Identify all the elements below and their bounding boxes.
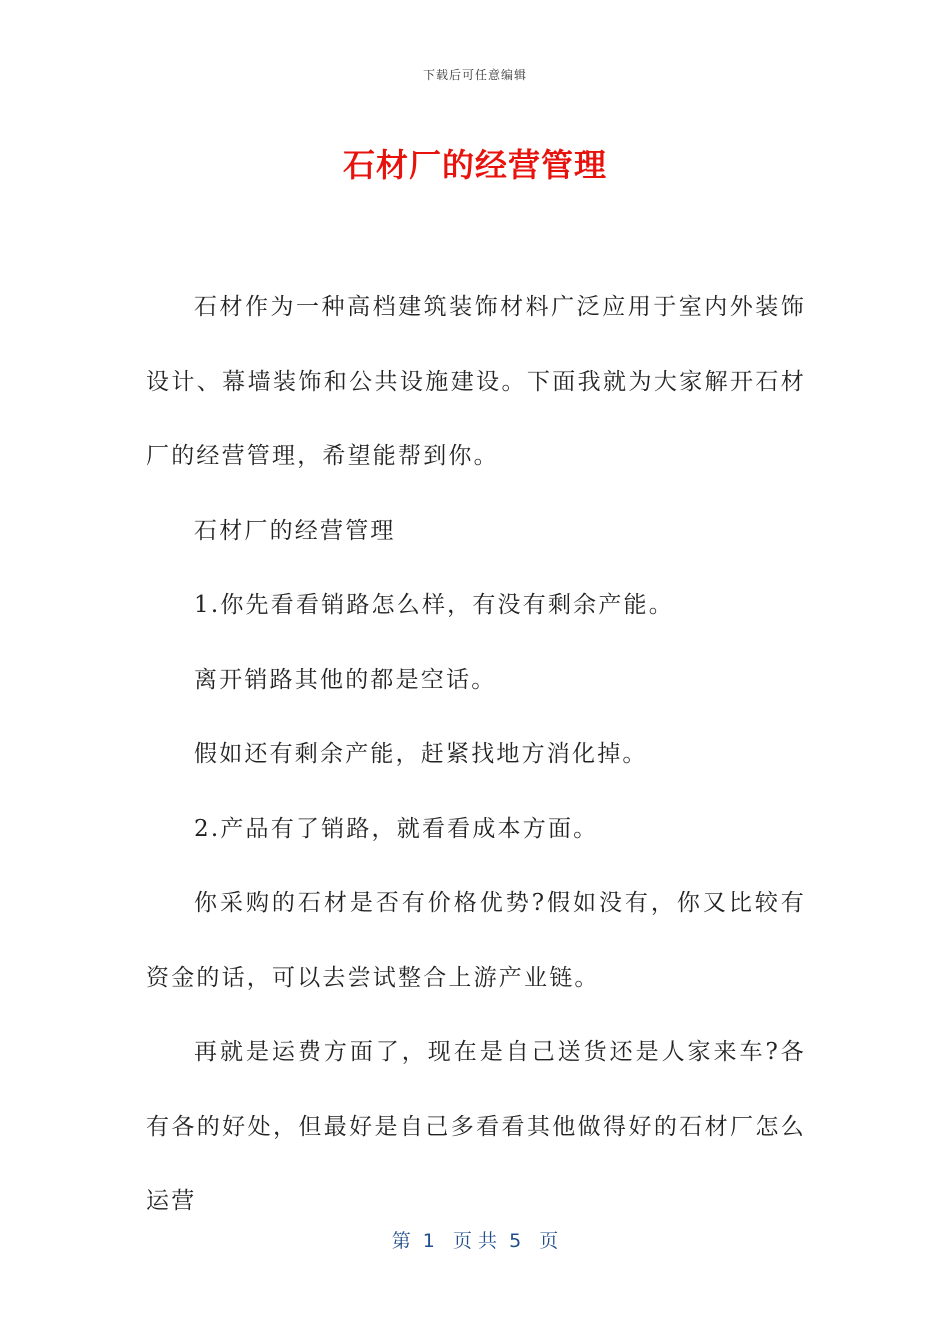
paragraph: 石材厂的经营管理	[194, 517, 396, 544]
document-body	[146, 270, 806, 1239]
paragraph: 1.你先看看销路怎么样，有没有剩余产能。	[194, 592, 674, 618]
paragraph: 离开销路其他的都是空话。	[194, 666, 497, 693]
paragraph: 石材作为一种高档建筑装饰材料广泛应用于室内外装饰设计、幕墙装饰和公共设施建设。下面我就为大家解开石材厂的经营管理，希望能帮到你。	[146, 294, 806, 469]
page-number-footer: 第 1 页 共 5 页	[391, 1230, 559, 1252]
document-title: 石材厂的经营管理	[342, 146, 607, 184]
paragraph: 再就是运费方面了，现在是自己送货还是人家来车?各有各的好处，但最好是自己多看看其他做得好的石材厂怎么运营	[146, 1039, 806, 1214]
header-note: 下载后可任意编辑	[422, 68, 527, 82]
paragraph: 假如还有剩余产能，赶紧找地方消化掉。	[194, 741, 648, 767]
paragraph: 你采购的石材是否有价格优势?假如没有，你又比较有资金的话，可以去尝试整合上游产业链。	[146, 890, 806, 991]
paragraph: 2.产品有了销路，就看看成本方面。	[194, 815, 599, 842]
